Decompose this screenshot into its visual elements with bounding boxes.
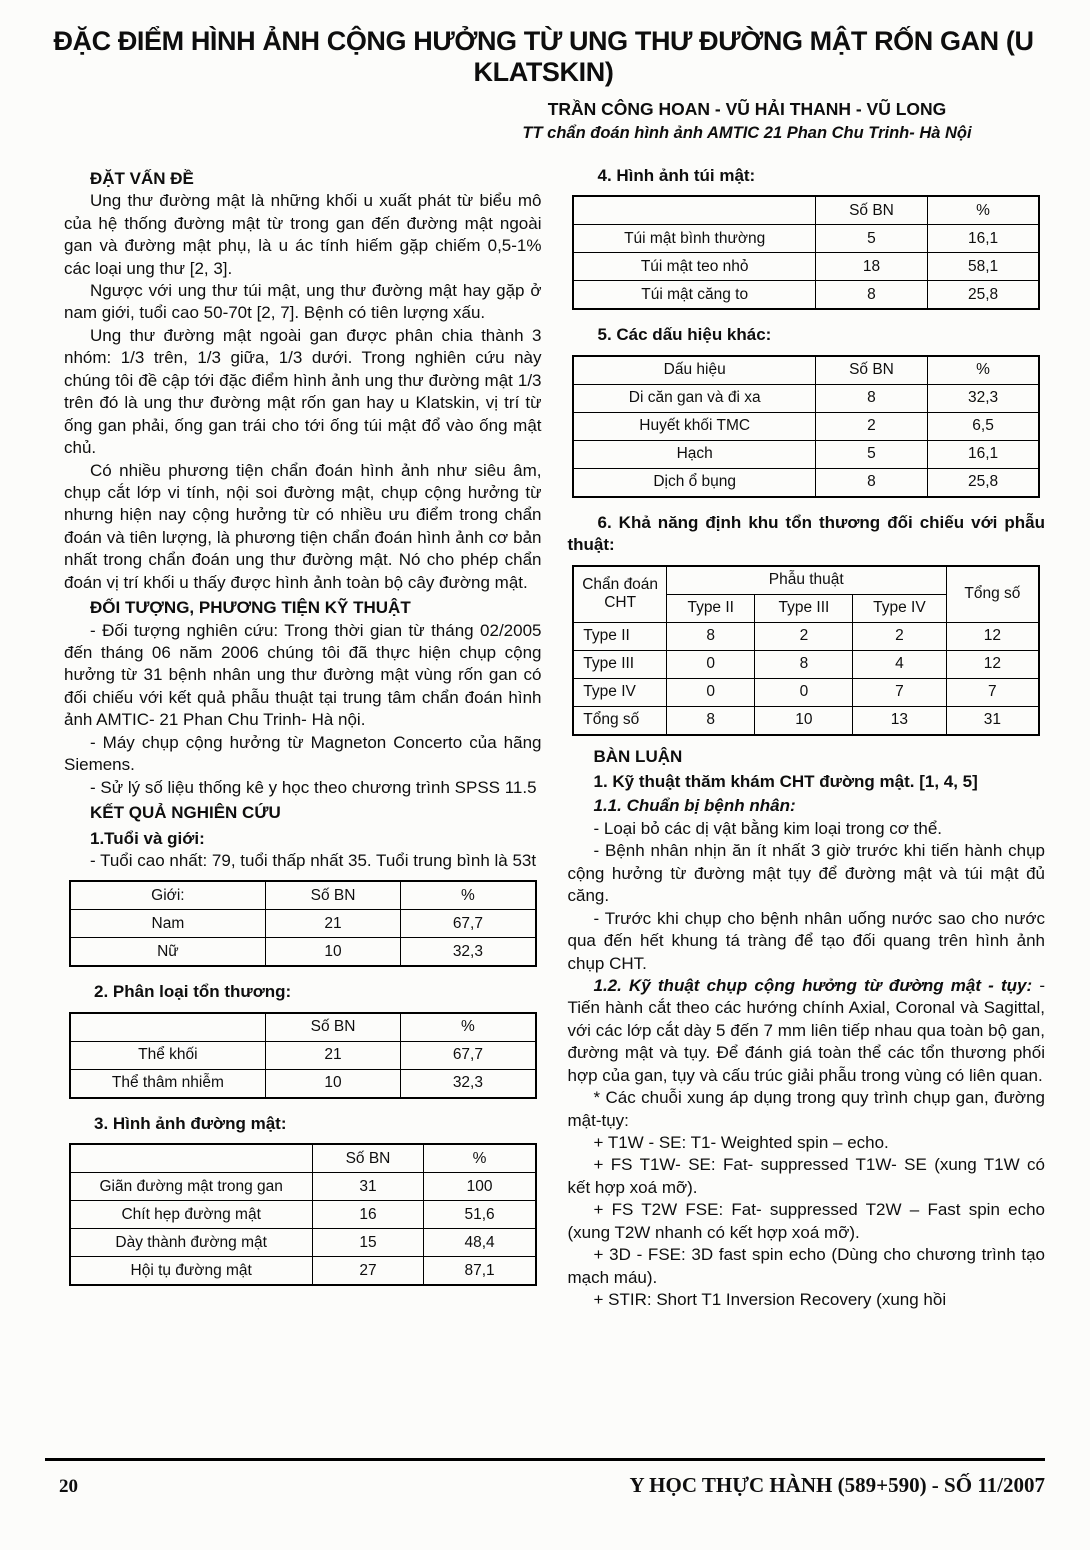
paragraph: - Tuổi cao nhất: 79, tuổi thấp nhất 35. Tuổi trung bình là 53t — [90, 850, 537, 870]
table-header-cell: Số BN — [816, 196, 928, 225]
heading-ky-thuat-chup: 1.2. Kỹ thuật chụp cộng hưởng từ đường mật - tụy: — [593, 975, 1033, 995]
table-cell: Giãn đường mật trong gan — [70, 1173, 312, 1201]
table-header-cell: Số BN — [816, 356, 928, 385]
table-cell: 87,1 — [424, 1257, 536, 1286]
table-cell: 21 — [265, 910, 400, 938]
table-header-cell: Số BN — [265, 1013, 400, 1042]
table-header-cell: Số BN — [312, 1144, 424, 1173]
table-cell: 8 — [816, 384, 928, 412]
table-header-row — [70, 1144, 536, 1173]
table-cell: Túi mật căng to — [573, 281, 815, 310]
table-cell: 2 — [755, 622, 853, 650]
paragraph: + FS T1W- SE: Fat- suppressed T1W- SE (xung T1W có kết hợp xoá mỡ). — [567, 1155, 1045, 1197]
table-row — [70, 1041, 536, 1069]
table-cell: Túi mật bình thường — [573, 225, 815, 253]
byline-block — [449, 98, 1045, 145]
table-header-cell: Tổng số — [946, 566, 1039, 623]
paragraph: - Trước khi chụp cho bệnh nhân uống nước sao cho nước qua đến hết khung tá tràng để tạo đối quang trên hình ảnh chụp CHT. — [567, 908, 1045, 973]
paragraph: Có nhiều phương tiện chẩn đoán hình ảnh như siêu âm, chụp cắt lớp vi tính, nội soi đường mật, chụp cộng hưởng từ nhưng hiện nay cộng hưởng từ có nhiều ưu điểm trong chẩn đoán và tiên lượng, là phương tiện chẩn đoán hình ảnh cơ bản nhất trong chẩn đoán ung thư đường mật. Nó cho phép chẩn đoán vị trí khối u thấy được hình ảnh toàn bộ cây đường mật. — [64, 460, 542, 592]
table-cell: 12 — [946, 622, 1039, 650]
heading-dat-van-de: ĐẶT VẤN ĐỀ — [90, 168, 194, 188]
table-header-row — [573, 566, 1039, 595]
table-row — [573, 440, 1039, 468]
table-row — [573, 650, 1039, 678]
paragraph: + FS T2W FSE: Fat- suppressed T2W – Fast spin echo (xung T2W nhanh có kết hợp xoá mỡ). — [567, 1200, 1045, 1242]
paragraph: + T1W - SE: T1- Weighted spin – echo. — [593, 1133, 889, 1153]
paragraph: - Bệnh nhân nhịn ăn ít nhất 3 giờ trước khi tiến hành chụp cộng hưởng từ đường mật tụy để đường mật và túi mật đủ căng. — [567, 841, 1045, 906]
table-cell: 58,1 — [927, 253, 1039, 281]
left-column — [64, 165, 542, 1312]
table-cell: Thể thâm nhiễm — [70, 1069, 266, 1098]
table-cell: 31 — [312, 1173, 424, 1201]
table-header-row — [573, 356, 1039, 385]
table-cell: 2 — [853, 622, 946, 650]
paragraph: Ngược với ung thư túi mật, ung thư đường mật hay gặp ở nam giới, tuổi cao 50-70t [2, 7]. Bệnh có tiên lượng xấu. — [64, 281, 542, 323]
table-cell: Túi mật teo nhỏ — [573, 253, 815, 281]
table-cell: Type II — [573, 622, 666, 650]
authors: TRẦN CÔNG HOAN - VŨ HẢI THANH - VŨ LONG — [547, 99, 947, 119]
table-cell: 51,6 — [424, 1201, 536, 1229]
table-header-cell: % — [927, 196, 1039, 225]
table-cell: Dịch ổ bụng — [573, 468, 815, 497]
paragraph: * Các chuỗi xung áp dụng trong quy trình chụp gan, đường mật-tụy: — [567, 1088, 1045, 1130]
table-cell: Hạch — [573, 440, 815, 468]
table-cell: Type III — [573, 650, 666, 678]
table-cell: 12 — [946, 650, 1039, 678]
table-header-cell: % — [424, 1144, 536, 1173]
table-header-cell: Giới: — [70, 881, 266, 910]
heading-chuan-bi-benh-nhan: 1.1. Chuẩn bị bệnh nhân: — [593, 796, 796, 816]
two-column-body — [64, 165, 1045, 1312]
table-cell: Di căn gan và đi xa — [573, 384, 815, 412]
caption-table-2: 2. Phân loại tổn thương: — [94, 982, 292, 1002]
table-row — [70, 1257, 536, 1286]
table-header-cell: Dấu hiệu — [573, 356, 815, 385]
table-cell: 0 — [666, 678, 755, 706]
table-row — [70, 1069, 536, 1098]
paragraph: Ung thư đường mật ngoài gan được phân chia thành 3 nhóm: 1/3 trên, 1/3 giữa, 1/3 dưới. Trong nghiên cứu này chúng tôi đề cập tới đặc điểm hình ảnh ung thư đường mật 1/3 trên đó là ung thư đường mật rốn gan hay u Klatskin, vị trí từ ống gan phải, ống gan trái cho tới ống túi mật đổ vào ống mật chủ. — [64, 325, 542, 458]
table-header-cell: Type II — [666, 594, 755, 622]
table-cell: 21 — [265, 1041, 400, 1069]
paragraph — [568, 975, 1046, 1087]
table-row — [573, 412, 1039, 440]
table-header-cell: Chẩn đoán CHT — [573, 566, 666, 623]
table-header-cell: % — [927, 356, 1039, 385]
table-cell: Hội tụ đường mật — [70, 1257, 312, 1286]
table-row — [70, 1229, 536, 1257]
table-cell: 10 — [265, 938, 400, 967]
caption-table-5: 5. Các dấu hiệu khác: — [597, 325, 772, 345]
affiliation: TT chẩn đoán hình ảnh AMTIC 21 Phan Chu Trinh- Hà Nội — [522, 124, 972, 143]
table-cell: Thể khối — [70, 1041, 266, 1069]
table-cell: 15 — [312, 1229, 424, 1257]
paper-title: ĐẶC ĐIỂM HÌNH ẢNH CỘNG HƯỞNG TỪ UNG THƯ ĐƯỜNG MẬT RỐN GAN (U KLATSKIN) — [53, 26, 1034, 87]
table-cell: Chít hẹp đường mật — [70, 1201, 312, 1229]
table-bile-duct-findings — [69, 1143, 537, 1286]
paragraph: - Máy chụp cộng hưởng từ Magneton Concerto của hãng Siemens. — [64, 732, 542, 775]
caption-table-6: 6. Khả năng định khu tổn thương đối chiếu với phẫu thuật: — [567, 512, 1045, 555]
table-cell: 16,1 — [927, 225, 1039, 253]
table-row — [70, 1173, 536, 1201]
table-cell: 10 — [265, 1069, 400, 1098]
table-cell: 18 — [816, 253, 928, 281]
table-cell: 48,4 — [424, 1229, 536, 1257]
table-cell: 67,7 — [401, 910, 536, 938]
table-header-cell: Type IV — [853, 594, 946, 622]
paragraph-text: - Tiến hành cắt theo các hướng chính Axial, Coronal và Sagittal, với các lớp cắt dày 5 đến 7 mm liên tiếp nhau qua toàn bộ gan, đường mật và tụy. Để đánh giá toàn thể các tổn thương phối hợp của gan, tụy và cấu trúc giải phẫu trong vùng có liên quan. — [567, 975, 1045, 1085]
table-cell: 100 — [424, 1173, 536, 1201]
paragraph: - Loại bỏ các dị vật bằng kim loại trong cơ thể. — [593, 818, 942, 838]
table-row — [573, 678, 1039, 706]
table-header-row — [573, 196, 1039, 225]
table-row — [573, 706, 1039, 735]
page-number: 20 — [59, 1476, 78, 1497]
table-cell: Huyết khối TMC — [573, 412, 815, 440]
table-row — [573, 384, 1039, 412]
table-row — [573, 622, 1039, 650]
table-cell: 8 — [816, 468, 928, 497]
caption-table-3: 3. Hình ảnh đường mật: — [94, 1113, 287, 1133]
table-cell: Dày thành đường mật — [70, 1229, 312, 1257]
table-cell: 32,3 — [927, 384, 1039, 412]
paragraph: - Sử lý số liệu thống kê y học theo chương trình SPSS 11.5 — [90, 777, 537, 797]
table-other-signs — [572, 355, 1040, 498]
table-header-cell: Số BN — [265, 881, 400, 910]
table-header-cell — [70, 1013, 266, 1042]
table-header-row — [70, 1013, 536, 1042]
heading-ban-luan: BÀN LUẬN — [593, 746, 683, 766]
table-cell: 5 — [816, 440, 928, 468]
table-cell: Nữ — [70, 938, 266, 967]
table-row — [573, 225, 1039, 253]
table-localization-vs-surgery — [572, 565, 1040, 736]
table-cell: 25,8 — [927, 281, 1039, 310]
table-header-cell — [573, 196, 815, 225]
table-cell: Type IV — [573, 678, 666, 706]
paragraph: + 3D - FSE: 3D fast spin echo (Dùng cho chương trình tạo mạch máu). — [567, 1245, 1045, 1287]
table-gallbladder-findings — [572, 195, 1040, 310]
table-cell: 7 — [946, 678, 1039, 706]
right-column — [568, 165, 1046, 1312]
table-row — [573, 468, 1039, 497]
table-cell: 27 — [312, 1257, 424, 1286]
table-cell: 32,3 — [401, 938, 536, 967]
table-cell: 2 — [816, 412, 928, 440]
table-cell: 67,7 — [401, 1041, 536, 1069]
paragraph: + STIR: Short T1 Inversion Recovery (xung hồi — [593, 1290, 947, 1310]
table-cell: 8 — [666, 706, 755, 735]
table-header-cell — [70, 1144, 312, 1173]
caption-table-4: 4. Hình ảnh túi mật: — [597, 165, 756, 185]
table-header-cell: Type III — [755, 594, 853, 622]
table-cell: 8 — [816, 281, 928, 310]
table-cell: 31 — [946, 706, 1039, 735]
table-cell: 0 — [755, 678, 853, 706]
table-gender — [69, 880, 537, 967]
table-cell: 0 — [666, 650, 755, 678]
table-cell: 16,1 — [927, 440, 1039, 468]
table-cell: 4 — [853, 650, 946, 678]
table-header-row — [70, 881, 536, 910]
page-footer — [45, 1458, 1045, 1498]
table-row — [70, 1201, 536, 1229]
heading-tuoi-gioi: 1.Tuổi và giới: — [90, 828, 205, 848]
table-cell: 32,3 — [401, 1069, 536, 1098]
table-cell: 8 — [666, 622, 755, 650]
heading-ky-thuat-tham-kham: 1. Kỹ thuật thăm khám CHT đường mật. [1, 4, 5] — [593, 772, 978, 792]
table-cell: 6,5 — [927, 412, 1039, 440]
paragraph: - Đối tượng nghiên cứu: Trong thời gian từ tháng 02/2005 đến tháng 06 năm 2006 chúng tôi đã thực hiện chụp cộng hưởng từ 31 bệnh nhân ung thư đường mật vùng rốn gan có đối chiếu với kết quả phẫu thuật tại trung tâm chẩn đoán hình ảnh AMTIC- 21 Phan Chu Trinh- Hà nội. — [64, 620, 542, 730]
table-header-cell: % — [401, 881, 536, 910]
table-header-cell: % — [401, 1013, 536, 1042]
table-row — [573, 253, 1039, 281]
journal-line: Y HỌC THỰC HÀNH (589+590) - SỐ 11/2007 — [629, 1473, 1045, 1497]
paragraph: Ung thư đường mật là những khối u xuất phát từ biểu mô của hệ thống đường mật từ trong gan đến đường mật ngoài gan và đường mật phụ, là u ác tính hiếm gặp chiếm 0,5-1% các loại ung thư [2, 3]. — [64, 191, 542, 278]
table-cell: 10 — [755, 706, 853, 735]
table-cell: Nam — [70, 910, 266, 938]
table-cell: 5 — [816, 225, 928, 253]
table-row — [573, 281, 1039, 310]
table-row — [70, 910, 536, 938]
table-lesion-type — [69, 1012, 537, 1099]
table-cell: 7 — [853, 678, 946, 706]
table-cell: 25,8 — [927, 468, 1039, 497]
heading-doi-tuong: ĐỐI TƯỢNG, PHƯƠNG TIỆN KỸ THUẬT — [90, 598, 411, 618]
table-header-cell: Phẫu thuật — [666, 566, 946, 595]
table-cell: 16 — [312, 1201, 424, 1229]
table-cell: 8 — [755, 650, 853, 678]
table-cell: Tổng số — [573, 706, 666, 735]
heading-ket-qua: KẾT QUẢ NGHIÊN CỨU — [90, 803, 281, 823]
table-row — [70, 938, 536, 967]
table-cell: 13 — [853, 706, 946, 735]
